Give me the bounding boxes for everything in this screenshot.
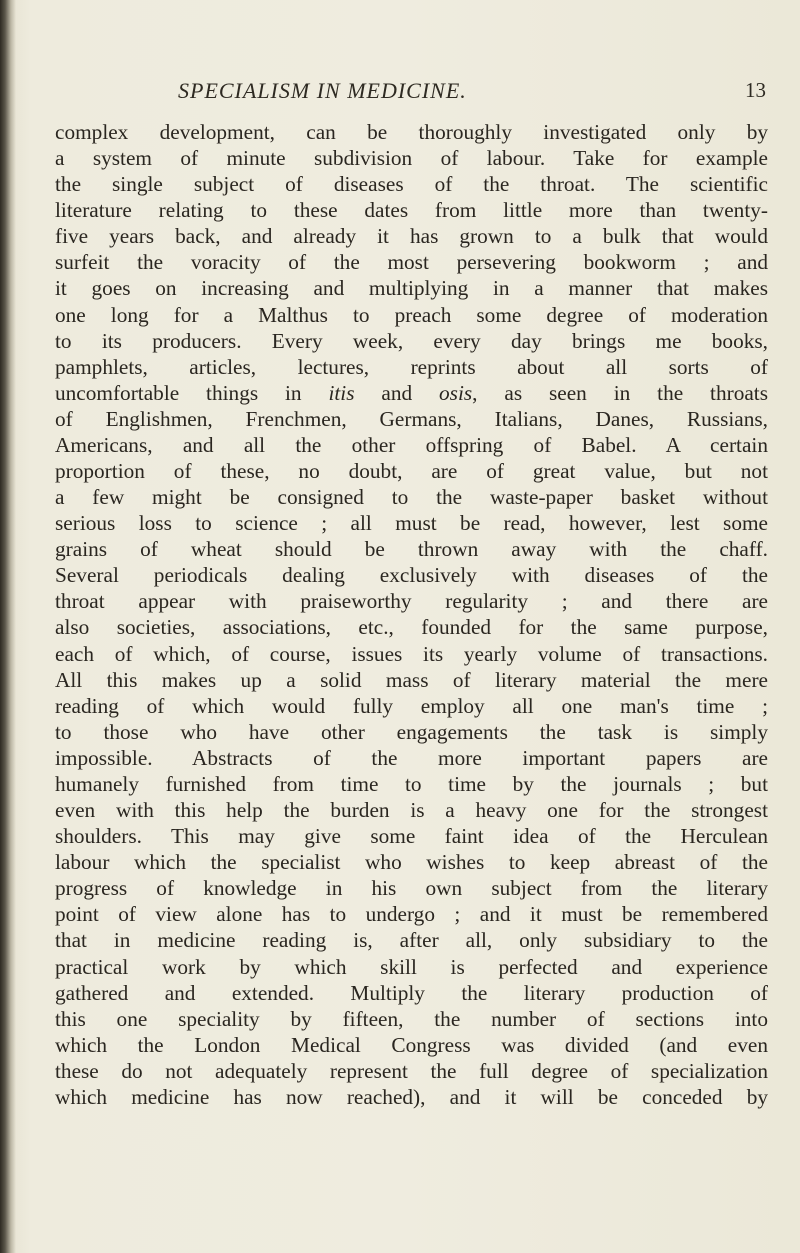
text-line: to those who have other engagements the task is simply: [55, 719, 768, 744]
text-line: each of which, of course, issues its yearly volume of transactions.: [55, 641, 768, 666]
text-line: gathered and extended. Multiply the literary production of: [55, 980, 768, 1005]
text-line: Several periodicals dealing exclusively with diseases of the: [55, 563, 768, 588]
text-line: to its producers. Every week, every day brings me books,: [55, 328, 768, 353]
text-line: progress of knowledge in his own subject from the literary: [55, 876, 768, 901]
body-text: [55, 119, 790, 1110]
text-line: shoulders. This may give some faint idea of the Herculean: [55, 824, 768, 849]
text-line: also societies, associations, etc., founded for the same purpose,: [55, 615, 768, 640]
text-line: uncomfortable things in itis and osis, as seen in the throats: [55, 380, 768, 405]
text-line: this one speciality by fifteen, the number of sections into: [55, 1006, 768, 1031]
italic-term: osis: [439, 380, 473, 405]
text-line: practical work by which skill is perfected and experience: [55, 954, 768, 979]
text-line: complex development, can be thoroughly investigated only by: [55, 120, 768, 144]
running-head: SPECIALISM IN MEDICINE.: [178, 78, 467, 103]
text-line: a system of minute subdivision of labour. Take for example: [55, 146, 768, 171]
text-line: five years back, and already it has grown to a bulk that would: [55, 224, 768, 249]
page-gutter-shadow: [0, 0, 16, 1253]
text-line: throat appear with praiseworthy regularity ; and there are: [55, 589, 768, 614]
text-line: impossible. Abstracts of the more important papers are: [55, 745, 768, 770]
text-line: one long for a Malthus to preach some degree of moderation: [55, 302, 768, 327]
text-line: serious loss to science ; all must be read, however, lest some: [55, 511, 768, 536]
italic-term: itis: [328, 380, 355, 405]
text-line: Americans, and all the other offspring of Babel. A certain: [55, 432, 768, 457]
text-line: labour which the specialist who wishes to keep abreast of the: [55, 850, 768, 875]
text-line: humanely furnished from time to time by the journals ; but: [55, 771, 768, 796]
text-line: that in medicine reading is, after all, only subsidiary to the: [55, 928, 768, 953]
text-line: grains of wheat should be thrown away with the chaff.: [55, 537, 768, 562]
text-line: reading of which would fully employ all one man's time ;: [55, 693, 768, 718]
text-line: a few might be consigned to the waste-paper basket without: [55, 485, 768, 510]
text-line: which the London Medical Congress was divided (and even: [55, 1032, 768, 1057]
text-line: surfeit the voracity of the most persevering bookworm ; and: [55, 250, 768, 275]
text-line: these do not adequately represent the full degree of specialization: [55, 1058, 768, 1083]
text-line: All this makes up a solid mass of literary material the mere: [55, 667, 768, 692]
text-line: it goes on increasing and multiplying in a manner that makes: [55, 276, 768, 301]
text-line: which medicine has now reached), and it will be conceded by: [55, 1084, 768, 1109]
text-line: proportion of these, no doubt, are of great value, but not: [55, 459, 768, 484]
page-number: 13: [745, 78, 766, 102]
page-header: [0, 78, 800, 106]
text-line: of Englishmen, Frenchmen, Germans, Italians, Danes, Russians,: [55, 406, 768, 431]
text-line: the single subject of diseases of the throat. The scientific: [55, 172, 768, 197]
text-line: even with this help the burden is a heavy one for the strongest: [55, 798, 768, 823]
text-line: literature relating to these dates from little more than twenty-: [55, 198, 768, 223]
text-line: pamphlets, articles, lectures, reprints about all sorts of: [55, 354, 768, 379]
text-line: point of view alone has to undergo ; and it must be remembered: [55, 902, 768, 927]
